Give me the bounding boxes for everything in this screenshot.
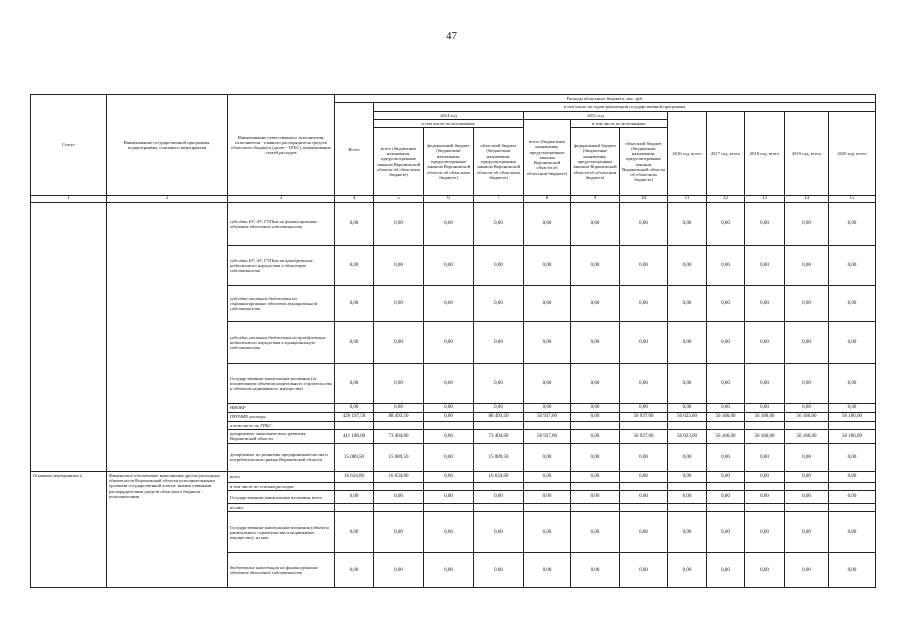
header-executor: Наименование ответственного исполнителя, исполнителя - главного распорядителя средств областного бюджета (далее - ГРБС), наименование статей расходов: [228, 95, 335, 196]
cell-value: 0,00: [424, 471, 474, 482]
row-label: субсидии БУ, АУ, ГУПам на финансирование объектов областной собственности: [228, 203, 335, 246]
row-label: из них:: [228, 504, 335, 512]
cell-value: 0,00: [668, 404, 707, 413]
cell-value: 0,00: [785, 203, 829, 246]
cell-value: 15 089,50: [335, 443, 374, 471]
cell-value: 0,00: [829, 322, 876, 364]
header-c15: 2020 год, всего: [829, 111, 876, 196]
cell-value: 0,00: [745, 246, 785, 286]
cell-value: 0,00: [668, 246, 707, 286]
cell-value: [620, 504, 668, 512]
cell-value: 0,00: [668, 286, 707, 322]
cell-value: 0,00: [524, 364, 571, 404]
row-label: субсидии местным бюджетам на софинансирование объектов муниципальной собственности: [228, 286, 335, 322]
cell-value: 0,00: [424, 553, 474, 588]
cell-value: 73 404,00: [374, 429, 424, 443]
page-number: 47: [446, 30, 457, 42]
cell-value: 0,00: [707, 203, 745, 246]
cell-value: [707, 482, 745, 490]
cell-value: 0,00: [474, 286, 524, 322]
cell-value: 0,00: [829, 286, 876, 322]
header-c10: областной бюджет (бюджетные назначения, предусмотренные законом Воронежской области об областном бюджете): [620, 128, 668, 196]
row-label: НИОКР: [228, 404, 335, 413]
cell-value: 0,00: [524, 471, 571, 482]
cell-value: 0,00: [620, 404, 668, 413]
cell-value: 15 089,50: [474, 443, 524, 471]
cell-value: 0,00: [424, 364, 474, 404]
cell-value: 0,00: [571, 322, 620, 364]
cell-value: [335, 482, 374, 490]
cell-value: 0,00: [707, 443, 745, 471]
cell-value: 0,00: [571, 286, 620, 322]
cell-value: 0,00: [785, 491, 829, 504]
cell-value: 0,00: [745, 491, 785, 504]
row-label: в том числе по ГРБС:: [228, 421, 335, 429]
cell-value: [335, 421, 374, 429]
column-number: 1: [31, 196, 107, 203]
cell-value: 0,00: [571, 364, 620, 404]
cell-value: 0,00: [335, 404, 374, 413]
cell-value: 0,00: [335, 553, 374, 588]
cell-value: 0,00: [571, 491, 620, 504]
header-expenses-title: Расходы областного бюджета, тыс. руб.: [335, 95, 876, 103]
cell-value: [829, 482, 876, 490]
cell-value: 0,00: [785, 404, 829, 413]
row-label: Государственные капитальные вложения (объекты капитального строительства и недвижимое имущество), из них:: [228, 512, 335, 553]
cell-value: 0,00: [707, 286, 745, 322]
cell-value: [571, 421, 620, 429]
cell-value: 0,00: [424, 203, 474, 246]
cell-value: 56 937,00: [620, 412, 668, 421]
cell-value: 88 493,50: [474, 412, 524, 421]
cell-value: [524, 482, 571, 490]
cell-value: 0,00: [374, 364, 424, 404]
cell-value: 0,00: [668, 364, 707, 404]
cell-value: 0,00: [745, 404, 785, 413]
cell-value: 0,00: [474, 512, 524, 553]
cell-value: 88 493,50: [374, 412, 424, 421]
cell-value: 0,00: [707, 491, 745, 504]
cell-value: 0,00: [785, 512, 829, 553]
cell-value: [707, 421, 745, 429]
cell-value: 0,00: [524, 286, 571, 322]
cell-value: 0,00: [524, 553, 571, 588]
cell-value: 0,00: [707, 364, 745, 404]
cell-value: 0,00: [424, 429, 474, 443]
cell-value: 0,00: [620, 322, 668, 364]
table-row: [31, 471, 876, 482]
cell-value: 0,00: [668, 471, 707, 482]
cell-value: 0,00: [424, 404, 474, 413]
cell-value: [668, 504, 707, 512]
cell-value: 0,00: [335, 286, 374, 322]
row-label: субсидии местным бюджетам на приобретение недвижимого имущества в муниципальную собственность: [228, 322, 335, 364]
column-number: 7: [474, 196, 524, 203]
cell-value: [668, 421, 707, 429]
cell-value: 0,00: [374, 553, 424, 588]
cell-value: [424, 421, 474, 429]
cell-value: [707, 504, 745, 512]
row-label: всего: [228, 471, 335, 482]
column-number: 9: [571, 196, 620, 203]
cell-value: 0,00: [829, 246, 876, 286]
cell-value: 0,00: [829, 203, 876, 246]
cell-value: [524, 421, 571, 429]
cell-value: 0,00: [524, 404, 571, 413]
header-c11: 2016 год, всего: [668, 111, 707, 196]
cell-value: 0,00: [474, 203, 524, 246]
cell-value: 0,00: [745, 471, 785, 482]
cell-value: 426 197,50: [335, 412, 374, 421]
cell-value: 15 089,50: [374, 443, 424, 471]
cell-value: 0,00: [474, 404, 524, 413]
header-total: Всего: [335, 103, 374, 196]
cell-value: 0,00: [571, 471, 620, 482]
header-c12: 2017 год, всего: [707, 111, 745, 196]
cell-value: 0,00: [571, 246, 620, 286]
header-year-2014: 2014 год: [374, 111, 524, 119]
cell-value: 56 186,00: [707, 429, 745, 443]
cell-value: 0,00: [335, 512, 374, 553]
cell-value: 0,00: [829, 553, 876, 588]
cell-value: 0,00: [335, 246, 374, 286]
cell-value: 0,00: [524, 322, 571, 364]
cell-value: 0,00: [524, 203, 571, 246]
cell-value: [829, 504, 876, 512]
cell-value: 56 186,00: [829, 429, 876, 443]
cell-value: 0,00: [785, 286, 829, 322]
cell-value: 0,00: [668, 553, 707, 588]
cell-value: [829, 421, 876, 429]
cell-value: 56 186,00: [745, 412, 785, 421]
cell-value: 0,00: [571, 443, 620, 471]
cell-value: 0,00: [785, 443, 829, 471]
cell-value: [424, 504, 474, 512]
cell-value: 411 108,00: [335, 429, 374, 443]
cell-value: 0,00: [620, 246, 668, 286]
cell-value: 0,00: [785, 246, 829, 286]
cell-value: [374, 421, 424, 429]
cell-value: 16 634,00: [474, 471, 524, 482]
cell-value: [374, 504, 424, 512]
cell-value: [745, 421, 785, 429]
cell-value: [374, 482, 424, 490]
cell-value: 0,00: [424, 491, 474, 504]
cell-value: [571, 482, 620, 490]
table-row: [31, 203, 876, 246]
column-number: 12: [707, 196, 745, 203]
cell-value: 0,00: [620, 364, 668, 404]
cell-value: 0,00: [424, 322, 474, 364]
cell-value: 0,00: [829, 471, 876, 482]
cell-value: 0,00: [829, 443, 876, 471]
cell-value: [745, 482, 785, 490]
header-c14: 2019 год, всего: [785, 111, 829, 196]
cell-value: 0,00: [745, 553, 785, 588]
row-label: департамент по развитию предпринимательства и потребительского рынка Воронежской области: [228, 443, 335, 471]
cell-value: 16 634,00: [374, 471, 424, 482]
cell-value: 0,00: [829, 491, 876, 504]
cell-value: 0,00: [620, 491, 668, 504]
cell-value: 0,00: [668, 512, 707, 553]
cell-value: 0,00: [571, 203, 620, 246]
header-program-name: Наименование государственной программы, подпрограммы, основного мероприятия: [107, 95, 228, 196]
cell-value: [474, 421, 524, 429]
cell-value: 0,00: [571, 512, 620, 553]
cell-value: [785, 482, 829, 490]
header-c13: 2018 год, всего: [745, 111, 785, 196]
cell-value: 0,00: [374, 404, 424, 413]
row-label: субсидии БУ, АУ, ГУПам на приобретение недвижимого имущества в областную собственность: [228, 246, 335, 286]
row-label: департамент экономического развития Воронежской области: [228, 429, 335, 443]
column-number: 6: [424, 196, 474, 203]
cell-value: 0,00: [374, 491, 424, 504]
cell-value: [571, 504, 620, 512]
header-incl-sources-2014: в том числе по источникам:: [374, 119, 524, 127]
cell-value: 0,00: [374, 246, 424, 286]
cell-value: 0,00: [424, 512, 474, 553]
budget-table: [30, 94, 876, 588]
column-number: 5: [374, 196, 424, 203]
cell-value: 0,00: [829, 404, 876, 413]
column-number: 13: [745, 196, 785, 203]
cell-value: 0,00: [785, 364, 829, 404]
cell-value: 0,00: [424, 412, 474, 421]
cell-value: 0,00: [524, 443, 571, 471]
cell-value: [524, 504, 571, 512]
cell-value: 0,00: [785, 553, 829, 588]
cell-value: [620, 421, 668, 429]
header-status: Статус: [31, 95, 107, 196]
cell-value: 0,00: [620, 471, 668, 482]
cell-value: 56 023,00: [668, 429, 707, 443]
cell-value: [424, 482, 474, 490]
cell-value: 0,00: [745, 512, 785, 553]
cell-value: 0,00: [785, 471, 829, 482]
cell-value: 0,00: [707, 512, 745, 553]
cell-value: 0,00: [707, 322, 745, 364]
cell-value: 56 186,00: [745, 429, 785, 443]
header-c7: областной бюджет (бюджетные назначения, предусмотренные законом Воронежской области об областном бюджете): [474, 128, 524, 196]
cell-value: 56 186,00: [785, 429, 829, 443]
cell-value: 0,00: [424, 246, 474, 286]
cell-value: [668, 482, 707, 490]
column-number: 15: [829, 196, 876, 203]
column-number: 10: [620, 196, 668, 203]
column-number: 2: [107, 196, 228, 203]
cell-value: 56 937,00: [524, 412, 571, 421]
cell-value: 0,00: [571, 553, 620, 588]
cell-value: 56 937,00: [620, 429, 668, 443]
cell-value: 0,00: [524, 246, 571, 286]
cell-value: 56 186,00: [785, 412, 829, 421]
cell-value: 0,00: [745, 443, 785, 471]
row-label: Государственные капитальные вложения, всего: [228, 491, 335, 504]
cell-value: 0,00: [620, 553, 668, 588]
cell-value: 0,00: [620, 203, 668, 246]
cell-value: 0,00: [707, 553, 745, 588]
column-number: 8: [524, 196, 571, 203]
header-c6: федеральный бюджет (бюджетные назначения, предусмотренные законом Воронежской области об областном бюджете): [424, 128, 474, 196]
row-label: бюджетные инвестиции на финансирование объектов областной собственности: [228, 553, 335, 588]
cell-value: 0,00: [668, 443, 707, 471]
header-c9: федеральный бюджет (бюджетные назначения, предусмотренные законом Воронежской области об областном бюджете): [571, 128, 620, 196]
cell-value: [785, 421, 829, 429]
cell-value: 0,00: [620, 512, 668, 553]
column-number: 14: [785, 196, 829, 203]
cell-value: [474, 482, 524, 490]
cell-value: 0,00: [335, 203, 374, 246]
cell-value: 56 937,00: [524, 429, 571, 443]
cell-value: 0,00: [745, 203, 785, 246]
cell-value: 0,00: [785, 322, 829, 364]
event2-status: Основное мероприятие 2: [31, 471, 107, 588]
cell-value: 0,00: [374, 322, 424, 364]
cell-value: 56 186,00: [829, 412, 876, 421]
cell-value: 0,00: [668, 322, 707, 364]
cell-value: 0,00: [374, 512, 424, 553]
cell-value: 0,00: [474, 322, 524, 364]
cell-value: 0,00: [474, 246, 524, 286]
header-c5: всего (бюджетные назначения, предусмотренные законом Воронежской области об областном бюджете): [374, 128, 424, 196]
cell-value: 0,00: [707, 246, 745, 286]
event2-name: Финансовое обеспечение выполнения других расходных обязательств Воронежской области исполнительными органами государственной власти, иными главными распорядителями средств областного бюджета - исполнителями: [107, 471, 228, 588]
cell-value: 73 404,00: [474, 429, 524, 443]
header-by-years: в том числе по годам реализации государственной программы: [374, 103, 876, 111]
cell-value: 0,00: [571, 412, 620, 421]
cell-value: 0,00: [374, 203, 424, 246]
header-c8: всего (бюджетные назначения, предусмотренные законом Воронежской области об областном бюджете): [524, 119, 571, 195]
cell-value: 0,00: [745, 322, 785, 364]
row-label: Государственные капитальные вложения (за исключением объектов капитального строительства и объектов недвижимого имущества): [228, 364, 335, 404]
cell-value: 0,00: [335, 322, 374, 364]
cell-value: [745, 504, 785, 512]
program-cell-empty: [107, 203, 228, 472]
cell-value: [785, 504, 829, 512]
column-number: 4: [335, 196, 374, 203]
cell-value: 0,00: [620, 443, 668, 471]
cell-value: [474, 504, 524, 512]
cell-value: 0,00: [571, 429, 620, 443]
cell-value: 0,00: [571, 404, 620, 413]
column-number: 3: [228, 196, 335, 203]
cell-value: 0,00: [474, 364, 524, 404]
row-label: в том числе по статьям расходов:: [228, 482, 335, 490]
cell-value: 0,00: [335, 491, 374, 504]
cell-value: 0,00: [829, 364, 876, 404]
cell-value: [335, 504, 374, 512]
cell-value: 0,00: [745, 286, 785, 322]
cell-value: 0,00: [829, 512, 876, 553]
cell-value: [620, 482, 668, 490]
cell-value: 0,00: [707, 471, 745, 482]
cell-value: 0,00: [424, 443, 474, 471]
cell-value: 0,00: [524, 512, 571, 553]
cell-value: 0,00: [620, 286, 668, 322]
cell-value: 0,00: [424, 286, 474, 322]
column-number: 11: [668, 196, 707, 203]
cell-value: 0,00: [707, 404, 745, 413]
cell-value: 0,00: [745, 364, 785, 404]
cell-value: 0,00: [335, 364, 374, 404]
status-cell-empty: [31, 203, 107, 472]
cell-value: 0,00: [474, 491, 524, 504]
header-incl-sources-2015: в том числе по источникам:: [571, 119, 668, 127]
row-label: ПРОЧИЕ расходы: [228, 412, 335, 421]
cell-value: 0,00: [668, 491, 707, 504]
header-year-2015: 2015 год: [524, 111, 668, 119]
cell-value: 0,00: [524, 491, 571, 504]
cell-value: 0,00: [374, 286, 424, 322]
cell-value: 16 634,00: [335, 471, 374, 482]
cell-value: 0,00: [474, 553, 524, 588]
cell-value: 0,00: [668, 203, 707, 246]
cell-value: 56 186,00: [707, 412, 745, 421]
cell-value: 56 023,00: [668, 412, 707, 421]
